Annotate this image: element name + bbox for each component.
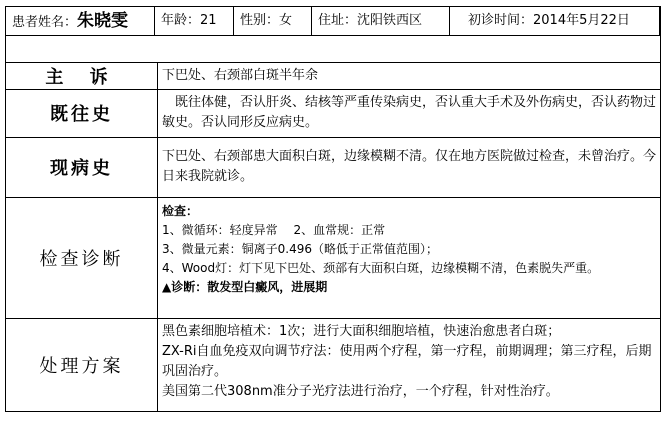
patient-name-label: 患者姓名：	[12, 15, 78, 30]
chief-complaint-label: 主 诉	[45, 66, 118, 88]
medical-record-form	[5, 6, 661, 412]
present-history-label: 现病史	[50, 158, 113, 179]
chief-complaint-text: 下巴处、右颈部白斑半年余	[162, 68, 319, 83]
exam-diagnosis-block	[162, 201, 656, 297]
present-history-text: 下巴处、右颈部患大面积白斑，边缘模糊不清。仅在地方医院做过检查，未曾治疗。今日来我院就诊。	[162, 149, 657, 184]
exam-line: 3、微量元素：铜离子0.496（略低于正常值范围）；	[162, 242, 438, 256]
treatment-line: 黑色素细胞培植术：1次；进行大面积细胞培植，快速治愈患者白斑；	[162, 324, 561, 339]
patient-name-value: 朱晓雯	[77, 11, 129, 31]
past-history-text: 既往体健，否认肝炎、结核等严重传染病史，否认重大手术及外伤病史，否认药物过敏史。否认同形反应病史。	[162, 95, 657, 130]
age-cell: 年龄：21	[155, 7, 234, 35]
diagnosis-text: ▲诊断：散发型白癜风，进展期	[162, 280, 328, 294]
exam-title: 检查：	[162, 204, 199, 218]
gender-cell: 性别：女	[234, 7, 312, 35]
exam-line: 1、微循环：轻度异常 2、血常规：正常	[162, 223, 386, 237]
first-visit-cell: 初诊时间：2014年5月22日	[450, 7, 660, 35]
address-cell: 住址：沈阳铁西区	[312, 7, 450, 35]
divider	[6, 35, 660, 36]
column-divider	[157, 62, 158, 412]
treatment-block	[162, 322, 656, 402]
treatment-line: ZX-Ri自血免疫双向调节疗法：使用两个疗程，第一疗程，前期调理；第三疗程，后期巩固治疗。	[162, 344, 652, 379]
exam-diagnosis-label: 检查诊断	[39, 248, 124, 270]
patient-name-cell	[6, 7, 155, 35]
treatment-line: 美国第二代308nm准分子光疗法进行治疗，一个疗程，针对性治疗。	[162, 384, 559, 399]
past-history-label: 既往史	[50, 104, 113, 125]
treatment-label: 处理方案	[39, 356, 124, 377]
exam-line: 4、Wood灯：灯下见下巴处、颈部有大面积白斑，边缘模糊不清，色素脱失严重。	[162, 261, 600, 275]
